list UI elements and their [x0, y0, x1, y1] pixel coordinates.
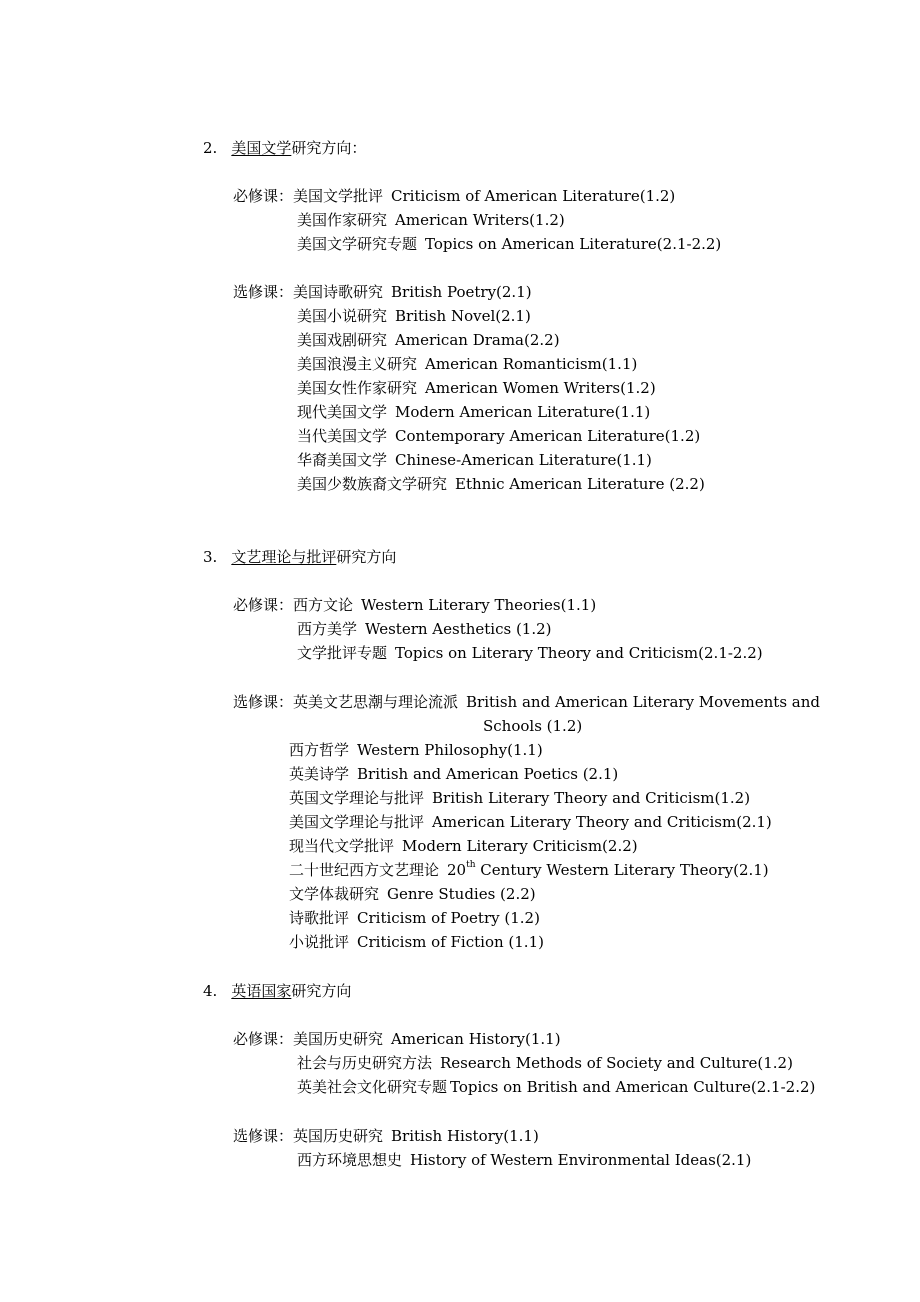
- course-en: British Literary Theory and Criticism(1.2): [432, 789, 751, 807]
- course-en: Modern American Literature(1.1): [395, 403, 651, 421]
- course-line: [233, 595, 596, 615]
- course-line: [289, 884, 536, 904]
- course-cn: 英美文艺思潮与理论流派: [293, 693, 459, 711]
- course-cn: 二十世纪西方文艺理论: [289, 861, 440, 879]
- course-en: British Poetry(2.1): [391, 283, 532, 301]
- course-cn: 现代美国文学: [297, 403, 388, 421]
- course-cn: 英国历史研究: [293, 1127, 384, 1145]
- course-cn: 美国少数族裔文学研究: [297, 475, 448, 493]
- course-line: [297, 402, 650, 422]
- section-number: 4.: [203, 982, 218, 1000]
- course-en: American Writers(1.2): [395, 211, 565, 229]
- course-cn: 西方哲学: [289, 741, 350, 759]
- course-line: [297, 1150, 751, 1170]
- course-en: Contemporary American Literature(1.2): [395, 427, 701, 445]
- section-title-underlined: 英语国家: [231, 982, 292, 1000]
- course-en: Criticism of Poetry (1.2): [357, 909, 540, 927]
- elective-label: 选修课：: [233, 693, 294, 711]
- course-en: Chinese-American Literature(1.1): [395, 451, 652, 469]
- course-en: American History(1.1): [391, 1030, 561, 1048]
- course-cn: 西方环境思想史: [297, 1151, 403, 1169]
- course-cn: 美国浪漫主义研究: [297, 355, 418, 373]
- course-en: History of Western Environmental Ideas(2.1): [410, 1151, 752, 1169]
- course-en: British and American Literary Movements and: [466, 693, 821, 711]
- course-cn: 美国历史研究: [293, 1030, 384, 1048]
- course-line: [297, 426, 700, 446]
- course-en-prefix: 20: [447, 861, 467, 879]
- course-en: American Romanticism(1.1): [425, 355, 638, 373]
- course-en-rest: Century Western Literary Theory(2.1): [475, 861, 769, 879]
- course-en: British Novel(2.1): [395, 307, 531, 325]
- course-cn: 美国文学理论与批评: [289, 813, 425, 831]
- section-title-rest: 研究方向: [336, 548, 397, 566]
- course-en: American Drama(2.2): [395, 331, 560, 349]
- course-cn: 社会与历史研究方法: [297, 1054, 433, 1072]
- course-en: Topics on Literary Theory and Criticism(2.1-2.2): [395, 644, 763, 662]
- course-line: [289, 932, 544, 952]
- course-line: [289, 908, 540, 928]
- course-cn: 美国文学研究专题: [297, 235, 418, 253]
- course-line: [297, 330, 560, 350]
- course-cn: 文学体裁研究: [289, 885, 380, 903]
- course-line-continuation: [483, 716, 582, 736]
- course-cn: 现当代文学批评: [289, 837, 395, 855]
- section-title-rest: 研究方向：: [291, 139, 367, 157]
- elective-label: 选修课：: [233, 283, 294, 301]
- required-label: 必修课：: [233, 1030, 294, 1048]
- course-line: [233, 186, 675, 206]
- course-line: [233, 282, 532, 302]
- course-line: [297, 306, 531, 326]
- course-line: [297, 354, 637, 374]
- course-cn: 小说批评: [289, 933, 350, 951]
- course-cn: 美国文学批评: [293, 187, 384, 205]
- course-cn: 美国作家研究: [297, 211, 388, 229]
- section-title-underlined: 文艺理论与批评: [231, 548, 337, 566]
- course-line: [289, 764, 618, 784]
- course-en: American Literary Theory and Criticism(2.1): [432, 813, 772, 831]
- course-en: Criticism of American Literature(1.2): [391, 187, 676, 205]
- course-en: Western Philosophy(1.1): [357, 741, 543, 759]
- course-cn: 华裔美国文学: [297, 451, 388, 469]
- course-cn: 美国女性作家研究: [297, 379, 418, 397]
- course-en: Modern Literary Criticism(2.2): [402, 837, 638, 855]
- course-line: [297, 234, 721, 254]
- course-en-superscript: th: [466, 860, 476, 870]
- section-title-underlined: 美国文学: [231, 139, 292, 157]
- course-line: [289, 788, 750, 808]
- course-line: [297, 378, 656, 398]
- course-en: Schools (1.2): [483, 717, 583, 735]
- course-line: [233, 1126, 539, 1146]
- required-label: 必修课：: [233, 596, 294, 614]
- course-line: [297, 450, 652, 470]
- course-cn: 英美社会文化研究专题: [297, 1078, 448, 1096]
- course-en: British History(1.1): [391, 1127, 539, 1145]
- section-heading: [203, 981, 351, 1001]
- course-cn: 西方文论: [293, 596, 354, 614]
- required-label: 必修课：: [233, 187, 294, 205]
- elective-label: 选修课：: [233, 1127, 294, 1145]
- section-title-rest: 研究方向: [291, 982, 352, 1000]
- course-en: Criticism of Fiction (1.1): [357, 933, 544, 951]
- course-en: American Women Writers(1.2): [425, 379, 656, 397]
- course-cn: 英国文学理论与批评: [289, 789, 425, 807]
- section-heading: [203, 138, 366, 158]
- course-line: [289, 812, 772, 832]
- course-cn: 诗歌批评: [289, 909, 350, 927]
- course-en: Genre Studies (2.2): [387, 885, 536, 903]
- course-line: [297, 1077, 815, 1097]
- course-en: Research Methods of Society and Culture(1.2): [440, 1054, 793, 1072]
- course-line: [289, 860, 769, 880]
- course-cn: 美国小说研究: [297, 307, 388, 325]
- course-en: Topics on American Literature(2.1-2.2): [425, 235, 722, 253]
- course-en: Topics on British and American Culture(2.1-2.2): [450, 1078, 816, 1096]
- course-en: Western Aesthetics (1.2): [365, 620, 552, 638]
- section-heading: [203, 547, 396, 567]
- course-line: [297, 619, 552, 639]
- course-cn: 当代美国文学: [297, 427, 388, 445]
- course-line: [289, 836, 638, 856]
- course-cn: 美国戏剧研究: [297, 331, 388, 349]
- course-line: [297, 474, 705, 494]
- course-cn: 文学批评专题: [297, 644, 388, 662]
- course-line: [297, 1053, 793, 1073]
- course-line: [297, 643, 763, 663]
- course-en: Ethnic American Literature (2.2): [455, 475, 705, 493]
- course-en: British and American Poetics (2.1): [357, 765, 619, 783]
- course-line: [289, 740, 543, 760]
- course-en: Western Literary Theories(1.1): [361, 596, 597, 614]
- course-cn: 西方美学: [297, 620, 358, 638]
- course-cn: 英美诗学: [289, 765, 350, 783]
- course-cn: 美国诗歌研究: [293, 283, 384, 301]
- course-line: [233, 692, 820, 712]
- course-line: [297, 210, 565, 230]
- section-number: 3.: [203, 548, 218, 566]
- section-number: 2.: [203, 139, 218, 157]
- course-line: [233, 1029, 561, 1049]
